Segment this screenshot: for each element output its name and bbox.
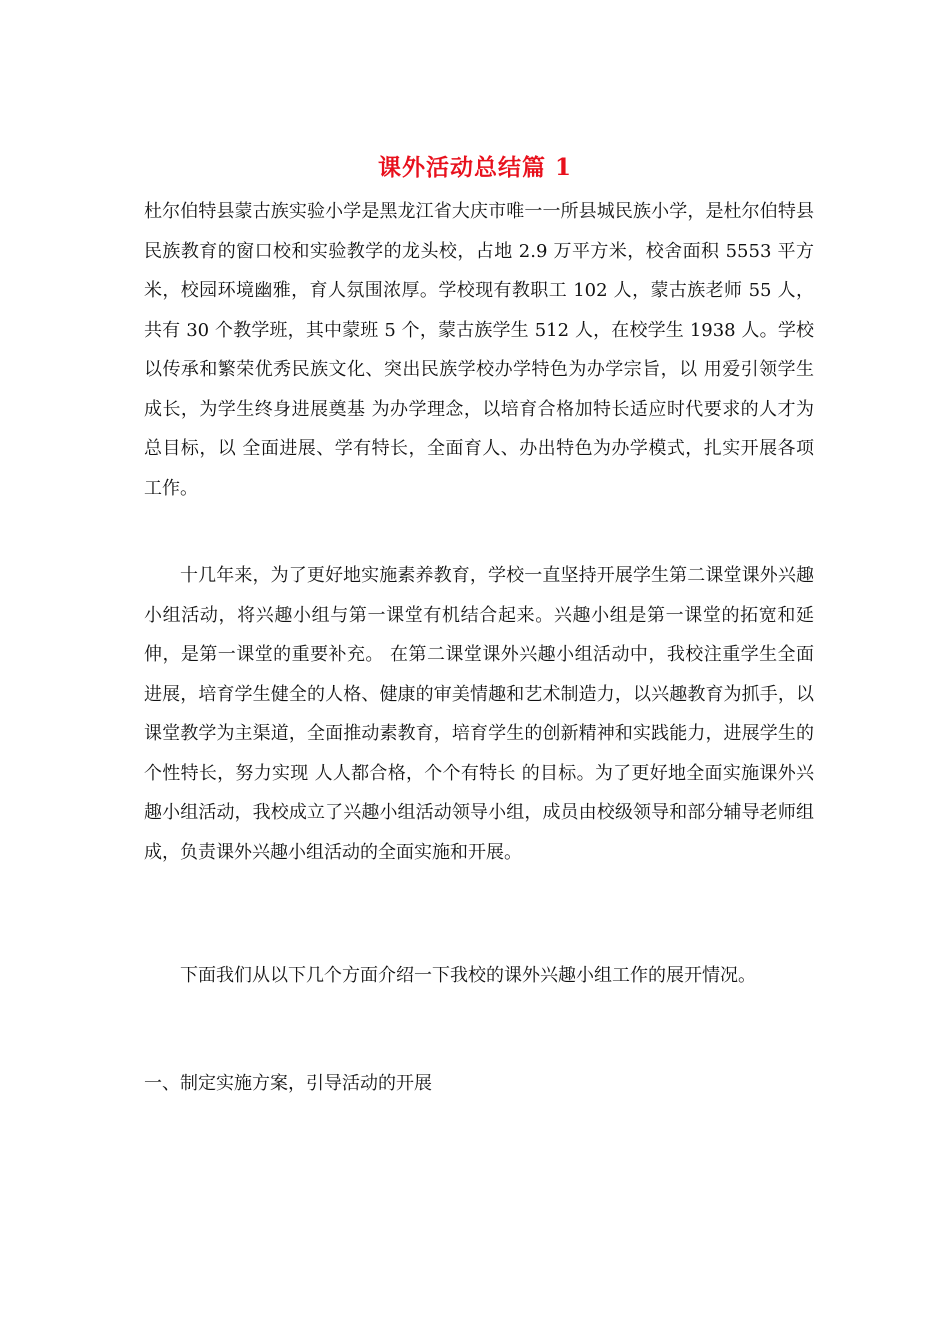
paragraph-overview: 下面我们从以下几个方面介绍一下我校的课外兴趣小组工作的展开情况。 xyxy=(180,965,756,986)
document-title: 课外活动总结篇 1 xyxy=(377,154,572,181)
paragraph-interest-groups: 十几年来，为了更好地实施素养教育，学校一直坚持开展学生第二课堂课外兴趣小组活动，将兴趣小组与第一课堂有机结合起来。兴趣小组是第一课堂的拓宽和延伸，是第一课堂的重要补充。 在第二课堂课外兴趣小组活动中，我校注重学生全面进展，培育学生健全的人格、健康的审美情趣和艺术制造力，以兴趣教育为抓手，以课堂教学为主渠道，全面推动素教育，培育学生的创新精神和实践能力，进展学生的个性特长，努力实现 人人都合格，个个有特长 的目标。为了更好地全面实施课外兴趣小组活动，我校成立了兴趣小组活动领导小组，成员由校级领导和部分辅导老师组成，负责课外兴趣小组活动的全面实施和开展。 xyxy=(144,565,814,863)
paragraph-school-intro: 杜尔伯特县蒙古族实验小学是黑龙江省大庆市唯一一所县城民族小学，是杜尔伯特县民族教育的窗口校和实验教学的龙头校，占地 2.9 万平方米，校舍面积 5553 平方米，校园环境幽雅，育人氛围浓厚。学校现有教职工 102 人，蒙古族老师 55 人，共有 30 个教学班，其中蒙班 5 个，蒙古族学生 512 人，在校学生 1938 人。学校以传承和繁荣优秀民族文化、突出民族学校办学特色为办学宗旨，以 用爱引领学生成长，为学生终身进展奠基 为办学理念，以培育合格加特长适应时代要求的人才为总目标，以 全面进展、学有特长，全面育人、办出特色为办学模式，扎实开展各项工作。 xyxy=(144,201,814,499)
section-heading-1: 一、制定实施方案，引导活动的开展 xyxy=(144,1073,432,1094)
